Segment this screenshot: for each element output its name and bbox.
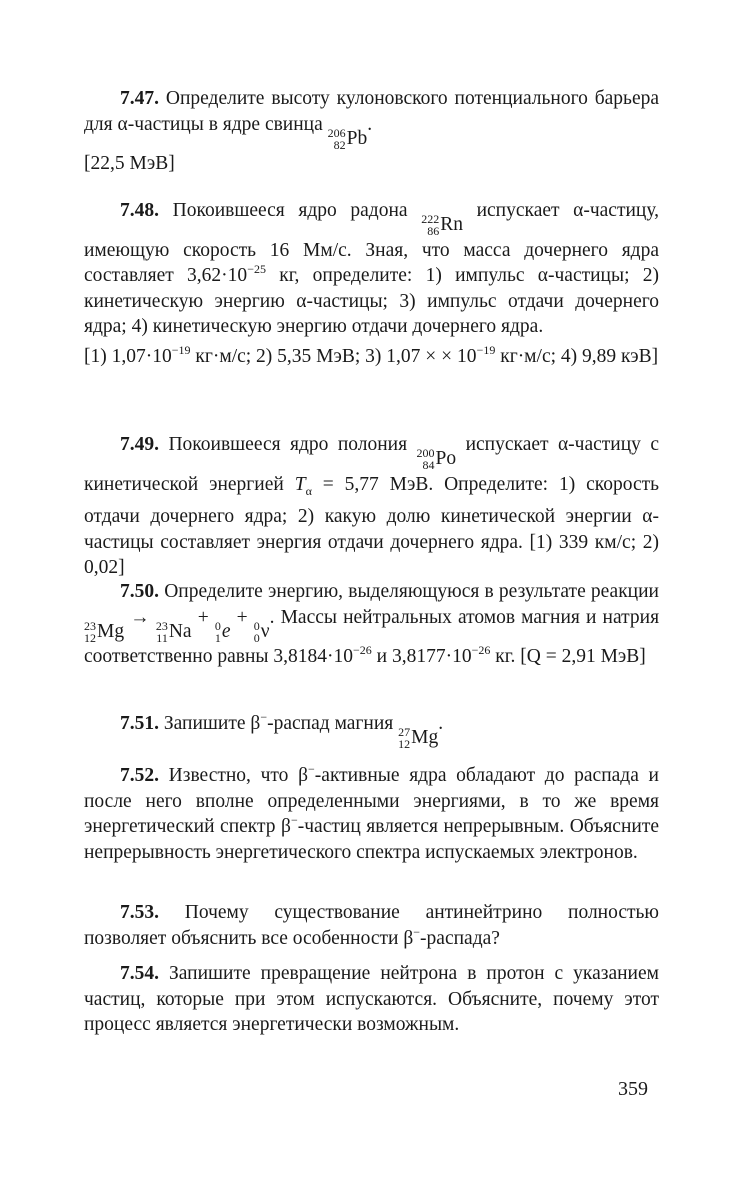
problem-number: 7.53. [120,902,159,923]
problem-text: Покоившееся ядро полония [168,434,408,455]
answer: [22,5 МэВ] [84,153,175,175]
problem-number: 7.54. [120,963,159,984]
problem-7-52: 7.52. Известно, что β−-активные ядра обладают до распада и после него вполне определенными энергиями, в то же время энергетический спектр β−-частиц является непрерывным. Объясните непрерывность энергетического спектра испускаемых электронов. [84,762,660,863]
particle-neutrino: 0 0 ν [253,618,270,645]
problem-7-53: 7.53. Почему существование антинейтрино полностью позволяет объяснить все особенности β−-распада? [84,902,659,949]
nuclide-magnesium-27: 27 12 Mg [398,725,439,751]
problem-text: Запишите превращение нейтрона в протон с указанием частиц, которые при этом испускаются. Объясните, почему этот процесс является энергетически возможным. [84,963,659,1035]
particle-electron: 0 1 e [214,618,231,645]
problem-7-54 [84,961,659,1038]
problem-7-47: 7.47. Определите высоту кулоновского потенциального барьера для α-частицы в ядре свинца 206 82 Pb . [22,5 МэВ] [84,86,659,177]
problem-number: 7.50. [120,581,159,602]
problem-7-50: 7.50. Определите энергию, выделяющуюся в результате реакции 23 12 Mg → 23 11 Na + 0 1 e + 0 0 ν . Массы нейтральных атомов магния и натрия соответственно равны $3,8184\cdot 10^{-26}$ и $3,8177\cdot 10^{-26}$ кг. [Q = 2,91 МэВ] [84,581,660,668]
nuclide-magnesium: 23 12 Mg [84,618,125,645]
nuclide-radon: 222 86 Rn [421,212,463,238]
answer: [1) $1,07\cdot 10^{-19}$ кг·м/с; 2) 5,35 МэВ; 3) 1,07 × × $10^{-19}$ кг·м/с; 4) 9,89 кэВ] [84,342,659,367]
problem-7-49: 7.49. Покоившееся ядро полония 200 84 Po испускает α-частицу с кинетической энергией $T_\alpha = 5,77$ МэВ. Определите: 1) скорость отдачи дочернего ядра; 2) какую долю кинетической энергии α-частицы составляет энергия отдачи дочернего ядра. [1) 339 км/с; 2) 0,02] [84,434,660,579]
problem-number: 7.52. [120,765,159,786]
problem-number: 7.47. [120,88,159,109]
problem-text: Определите высоту кулоновского потенциального барьера для α-частицы в ядре свинца [84,88,659,135]
problem-7-48: 7.48. Покоившееся ядро радона 222 86 Rn испускает α-частицу, имеющую скорость 16 Мм/с. Зная, что масса дочернего ядра составляет $3,62\cdot 10^{-25}$ кг, определите: 1) импульс α-частицы; 2) кинетическую энергию α-частицы; 3) импульс отдачи дочернего ядра; 4) кинетическую энергию отдачи дочернего ядра. [1) $1,07\cdot 10^{-19}$ кг·м/с; 2) 5,35 МэВ; 3) 1,07 × × $10^{-19}$ кг·м/с; 4) 9,89 кэВ] [84,198,659,369]
problem-number: 7.51. [120,713,159,734]
nuclide-lead: 206 82 Pb [327,125,368,152]
page-number: 359 [618,1078,648,1100]
problem-7-51: 7.51. Запишите β−-распад магния 27 12 Mg . [120,710,444,751]
nuclide-sodium: 23 11 Na [155,618,192,645]
problem-number: 7.49. [120,434,159,455]
nuclide-polonium: 200 84 Po [416,446,457,472]
problem-text: Покоившееся ядро радона [172,200,408,221]
problem-text: Определите энергию, выделяющуюся в результате реакции [164,581,659,602]
problem-number: 7.48. [120,200,159,221]
